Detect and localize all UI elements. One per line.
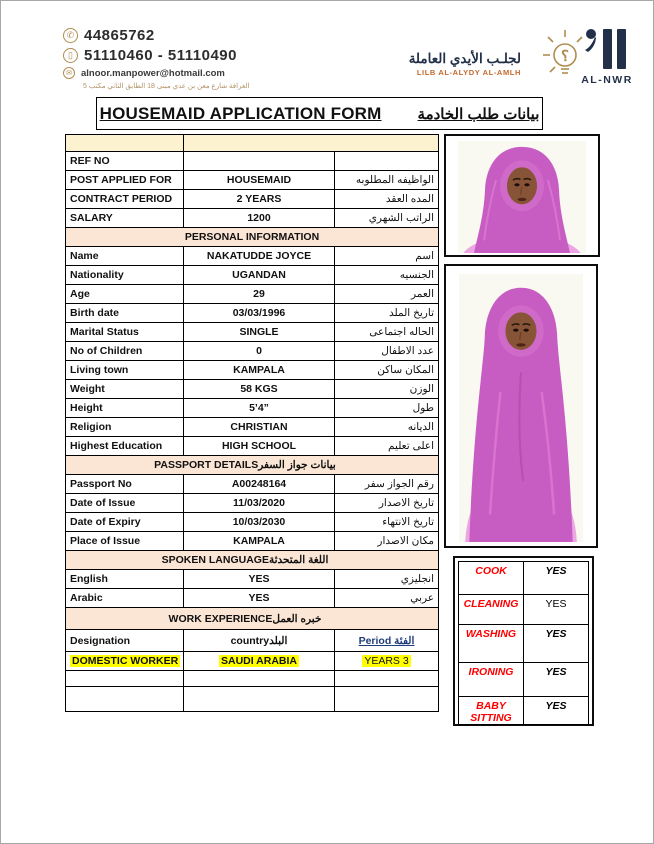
field-label-ar: تاريخ الملد: [335, 304, 439, 323]
section-header-row: [66, 456, 439, 475]
field-label: DOMESTIC WORKER: [66, 652, 184, 671]
field-value: UGANDAN: [184, 266, 335, 285]
field-label: CONTRACT PERIOD: [66, 190, 184, 209]
field-value: HOUSEMAID: [184, 171, 335, 190]
email-line: [63, 67, 249, 79]
field-label-ar: الحاله اجتماعى: [335, 323, 439, 342]
field-label-ar: طول: [335, 399, 439, 418]
field-label-ar: [335, 671, 439, 687]
skill-answer: YES: [524, 595, 589, 625]
phone-icon: ✆: [63, 28, 78, 43]
field-label-ar: الواظيفه المطلوبه: [335, 171, 439, 190]
skill-row: [459, 663, 589, 697]
form-row: [66, 399, 439, 418]
field-value: [184, 671, 335, 687]
field-label: Living town: [66, 361, 184, 380]
alnoor-logo-mark: [525, 25, 637, 87]
field-label: POST APPLIED FOR: [66, 171, 184, 190]
form-row: [66, 570, 439, 589]
field-label: Religion: [66, 418, 184, 437]
field-value: CHRISTIAN: [184, 418, 335, 437]
field-label-ar: المكان ساكن: [335, 361, 439, 380]
form-row: [66, 171, 439, 190]
phone-line-1: [63, 27, 249, 44]
field-value: YES: [184, 589, 335, 608]
form-row: [66, 304, 439, 323]
field-label-ar: تاريخ الاصدار: [335, 494, 439, 513]
skill-row: [459, 562, 589, 595]
field-label-ar: العمر: [335, 285, 439, 304]
field-label: Arabic: [66, 589, 184, 608]
form-row: [66, 380, 439, 399]
skill-answer: YES: [524, 625, 589, 663]
field-label-ar: اعلى تعليم: [335, 437, 439, 456]
top-cell: [66, 135, 184, 152]
field-label: REF NO: [66, 152, 184, 171]
portrait-small: [458, 141, 586, 253]
field-label: [66, 671, 184, 687]
field-label: No of Children: [66, 342, 184, 361]
field-value: countryالبلد: [184, 630, 335, 652]
field-label: Birth date: [66, 304, 184, 323]
skill-row: [459, 595, 589, 625]
form-title-ar: بيانات طلب الخادمة: [417, 105, 540, 123]
application-table-body: [66, 135, 439, 712]
field-label: Designation: [66, 630, 184, 652]
section-title: PASSPORT DETAILSبيانات جواز السفر: [66, 456, 439, 475]
form-row: [66, 266, 439, 285]
field-label-ar: اسم: [335, 247, 439, 266]
field-value: YES: [184, 570, 335, 589]
field-label: Height: [66, 399, 184, 418]
mobile-icon: ▯: [63, 48, 78, 63]
field-label-ar: [335, 152, 439, 171]
form-title-en: HOUSEMAID APPLICATION FORM: [99, 103, 382, 123]
skill-name: WASHING: [459, 625, 524, 663]
field-value: 29: [184, 285, 335, 304]
section-title: WORK EXPERIENCEخبره العمل: [66, 608, 439, 630]
field-label-ar: عدد الاطفال: [335, 342, 439, 361]
form-row: [66, 152, 439, 171]
field-label: Date of Expiry: [66, 513, 184, 532]
field-value: 1200: [184, 209, 335, 228]
field-label-ar: 3 YEARS: [335, 652, 439, 671]
section-title: PERSONAL INFORMATION: [66, 228, 439, 247]
application-table: [65, 134, 439, 712]
form-row: [66, 652, 439, 671]
form-row: [66, 437, 439, 456]
field-value: [184, 687, 335, 712]
field-value: 58 KGS: [184, 380, 335, 399]
skill-answer: YES: [524, 663, 589, 697]
form-row: [66, 209, 439, 228]
field-label-ar: [335, 687, 439, 712]
skill-name: IRONING: [459, 663, 524, 697]
field-label: Passport No: [66, 475, 184, 494]
brand-text: AL-NWR: [581, 74, 633, 86]
field-value: 2 YEARS: [184, 190, 335, 209]
email-address: alnoor.manpower@hotmail.com: [81, 67, 225, 79]
form-row: [66, 285, 439, 304]
field-label: Nationality: [66, 266, 184, 285]
table-top-row: [66, 135, 439, 152]
field-label: Marital Status: [66, 323, 184, 342]
field-label: Place of Issue: [66, 532, 184, 551]
field-label-ar: الراتب الشهري: [335, 209, 439, 228]
skill-name: CLEANING: [459, 595, 524, 625]
form-title-box: [96, 97, 543, 130]
field-value: HIGH SCHOOL: [184, 437, 335, 456]
form-row: [66, 687, 439, 712]
section-header-row: [66, 608, 439, 630]
contact-block: [63, 27, 249, 90]
field-value: KAMPALA: [184, 532, 335, 551]
form-row: [66, 190, 439, 209]
field-label: Weight: [66, 380, 184, 399]
phone-number-1: 44865762: [84, 27, 155, 44]
field-label: SALARY: [66, 209, 184, 228]
form-row: [66, 630, 439, 652]
skills-table-body: [459, 562, 589, 725]
field-label-ar: رقم الجواز سفر: [335, 475, 439, 494]
applicant-photo-large: [444, 264, 598, 548]
email-icon: ✉: [63, 67, 75, 79]
section-header-row: [66, 228, 439, 247]
field-value: 10/03/2030: [184, 513, 335, 532]
company-name-arabic: لجلـب الأيدي العاملة: [408, 51, 521, 66]
field-value: 0: [184, 342, 335, 361]
skill-name: COOK: [459, 562, 524, 595]
applicant-photo-small: [444, 134, 600, 257]
field-value: SINGLE: [184, 323, 335, 342]
section-title: SPOKEN LANGUAGEاللغة المتحدثة: [66, 551, 439, 570]
form-row: [66, 342, 439, 361]
field-label-ar: المده العقد: [335, 190, 439, 209]
field-label: Age: [66, 285, 184, 304]
field-label-ar: تاريخ الانتهاء: [335, 513, 439, 532]
skills-box: [453, 556, 594, 726]
field-label: Date of Issue: [66, 494, 184, 513]
phone-line-2: [63, 47, 249, 64]
field-label-ar: الوزن: [335, 380, 439, 399]
form-row: [66, 418, 439, 437]
form-row: [66, 494, 439, 513]
field-label: Name: [66, 247, 184, 266]
field-label-ar: مكان الاصدار: [335, 532, 439, 551]
field-label: English: [66, 570, 184, 589]
field-value: 5’4”: [184, 399, 335, 418]
field-value: A00248164: [184, 475, 335, 494]
top-cell: [184, 135, 439, 152]
field-value: 11/03/2020: [184, 494, 335, 513]
company-names: [409, 51, 521, 77]
company-name-english: LILB AL-ALYDY AL-AMLH: [416, 68, 521, 77]
field-value: SAUDI ARABIA: [184, 652, 335, 671]
form-row: [66, 532, 439, 551]
field-value: NAKATUDDE JOYCE: [184, 247, 335, 266]
skill-row: [459, 697, 589, 725]
skill-name: BABY SITTING: [459, 697, 524, 725]
bulb-glyph: ؟: [561, 48, 569, 65]
field-label: Highest Education: [66, 437, 184, 456]
form-row: [66, 513, 439, 532]
form-row: [66, 589, 439, 608]
field-label-ar: الديانه: [335, 418, 439, 437]
form-row: [66, 671, 439, 687]
field-value: KAMPALA: [184, 361, 335, 380]
portrait-large: [459, 274, 583, 542]
skills-table: [458, 561, 589, 725]
field-label-ar: عربي: [335, 589, 439, 608]
skill-answer: YES: [524, 562, 589, 595]
phone-number-2: 51110460 - 51110490: [84, 47, 237, 64]
field-label-ar: الجنسيه: [335, 266, 439, 285]
field-value: [184, 152, 335, 171]
form-row: [66, 475, 439, 494]
field-label: [66, 687, 184, 712]
skill-row: [459, 625, 589, 663]
office-address-ar: الغرافة شارع معن بن عدي مبنى 18 الطابق الثاني مكتب 5: [83, 83, 250, 90]
form-row: [66, 323, 439, 342]
company-logo: [409, 25, 637, 87]
form-row: [66, 361, 439, 380]
field-label-ar: انجليزي: [335, 570, 439, 589]
form-row: [66, 247, 439, 266]
field-value: 03/03/1996: [184, 304, 335, 323]
skill-answer: YES: [524, 697, 589, 725]
field-label-ar: الفئة Period: [335, 630, 439, 652]
section-header-row: [66, 551, 439, 570]
